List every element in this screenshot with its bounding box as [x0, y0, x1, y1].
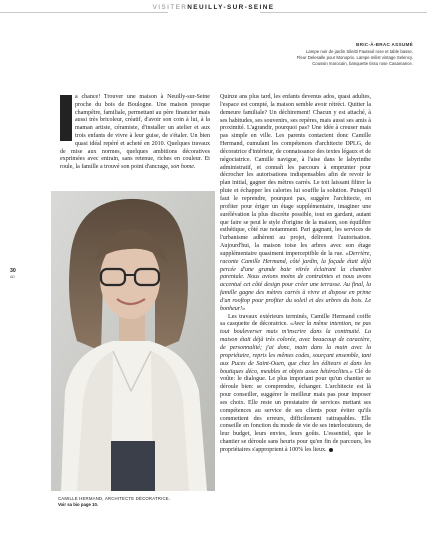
header-kicker: VISITER	[152, 4, 188, 11]
caption-top-line: Coussin marocain, banquette tissu rose Casamance.	[312, 61, 413, 67]
article-intro-paragraph	[60, 94, 210, 172]
paragraph-2-quote: Avec la même intention, ne pas tout bouleverser mais m'inscrire dans la continuité. La maison était déjà très colorée, avec beaucoup de caractère, de personnalité; j'ai donc, main dans la main avec la propriétaire, repris les mêmes codes, sourçant ensemble, tant aux Puces de Saint-Ouen, que chez les éditeurs et dans les boutiques déco, meubles et objets assez hétéroclites.	[220, 321, 371, 375]
article-paragraph-1	[220, 94, 371, 314]
page-number: 30	[10, 268, 16, 274]
paragraph-1-end: »	[242, 305, 246, 312]
intro-text-emphasis: son home.	[170, 164, 196, 171]
running-header	[0, 4, 427, 11]
caption-top-title: BRIC-À-BRAC ASSUMÉ	[355, 42, 413, 47]
intro-text: a chance! Trouver une maison à Neuilly-sur-Seine proche du bois de Boulogne. Une maison presque champêtre, familiale, permettant au père financier mais aussi très bricoleur, créatif, d'avoir son coin à lui, à la maman artiste, céramiste, d'installer un atelier et aux trois enfants de vivre à leur guise, de s'étaler. Un bien quasi idéal repéré et acheté en 2010. Quelques travaux de mise aux normes, quelques ambitions décoratives exprimées avec entrain, sans retenue, riches en couleur. Et roule, la famille a trouvé son point d'ancrage,	[60, 94, 210, 171]
portrait-photo	[51, 191, 215, 491]
article-column-2	[220, 94, 371, 455]
paragraph-1-text: Quinze ans plus tard, les enfants devenus ados, quasi adultes, l'espace est compté, la maison semble avoir rétréci. Quitter la demeure familiale? Un déchirement! Chacun y est attaché, à ses habitudes, ses souvenirs, ses repères, mais aussi ses amis à proximité. L'agrandir, pourquoi pas? Une idée à creuser mais pas simple en ville. Les parents contactent donc Camille Hermand, cumulant les compétences d'architecte DPLG, de décoratrice d'intérieur, de connaissance des textes légaux et de négociatrice. Camille navigue, à l'aise dans le labyrinthe administratif, et connaît les parcours à emprunter pour décrocher les autorisations indispensables afin de revoir le plan initial, gagner des mètres carrés. Le toit laissant filtrer la pluie et échapper les calories lui souffle la solution. Puisqu'il faut le reprendre, pourquoi pas, suggère l'architecte, en profiter pour ériger un étage supplémentaire, imaginer une surélévation la plus discrète possible, tout en gardant, autant que faire se peut le style d'origine de la maison, son équilibre esthétique, côté rue notamment. Pari gagnant, les services de l'urbanisme adhèrent au projet, délivrent l'autorisation. Aujourd'hui, la maison toise les arbres avec son étage supplémentaire quasiment imperceptible de la rue. «	[220, 94, 371, 257]
end-of-article-icon	[329, 448, 333, 452]
page-folio	[10, 268, 16, 279]
paragraph-1-quote: Derrière, raconte Camille Hermand, côté jardin, la façade était déjà percée d'une grande baie vitrée éclairant la chambre parentale. Nous avions moins de contraintes et nous avons accentué cet côté design pour créer une terrasse. Au final, la famille gagne des mètres carrés à vivre et dispose en prime d'un rooftop pour profiter du soleil et des arbres du bois. Le bonheur!	[220, 250, 371, 312]
header-place: NEUILLY-SUR-SEINE	[187, 4, 275, 11]
portrait-caption-ref: Voir sa bio page 10.	[58, 502, 99, 507]
drop-cap-block	[60, 95, 72, 141]
article-column-1	[60, 94, 210, 172]
article-paragraph-2	[220, 314, 371, 455]
paragraph-2-text-a: Les travaux extérieurs terminés, Camille Hermand coiffe sa casquette de décoratrice. «	[220, 313, 371, 328]
header-rule-right	[260, 12, 427, 13]
portrait-caption	[58, 496, 218, 508]
magazine-mark: AD	[10, 275, 15, 279]
caption-top-line: Fleur Delesalle pour Monoprix. Lampe milist vintage Selency.	[296, 55, 413, 61]
caption-top-line: Lampe noir de jardin Sileitti Fauteuil rose et table basse,	[305, 49, 413, 55]
portrait-illustration	[51, 191, 215, 491]
photo-caption-top	[213, 42, 413, 67]
portrait-caption-name: CAMILLE HERMAND, ARCHITECTE DÉCORATRICE.	[58, 496, 171, 501]
header-rule-left	[0, 12, 168, 13]
paragraph-2-text-b: » Clé de voûte: le dialogue. Le plus important pour qu'un chantier se déroule bien: se comprendre, échanger. L'architecte est là pour conseiller, suggérer le meilleur mais pas pour imposer ses choix. Elle reste un prestataire de services mettant ses compétences au service de ses clients pour éviter qu'ils commettent des erreurs, difficilement rattrapables. Elle conseille en fonction du mode de vie de ses interlocuteurs, de leur budget, leurs envies, leurs goûts. L'essentiel, que le chantier se déroule sans heurts pour qu'en fin de parcours, les propriétaires s'approprient à 100% les lieux.	[220, 368, 371, 453]
